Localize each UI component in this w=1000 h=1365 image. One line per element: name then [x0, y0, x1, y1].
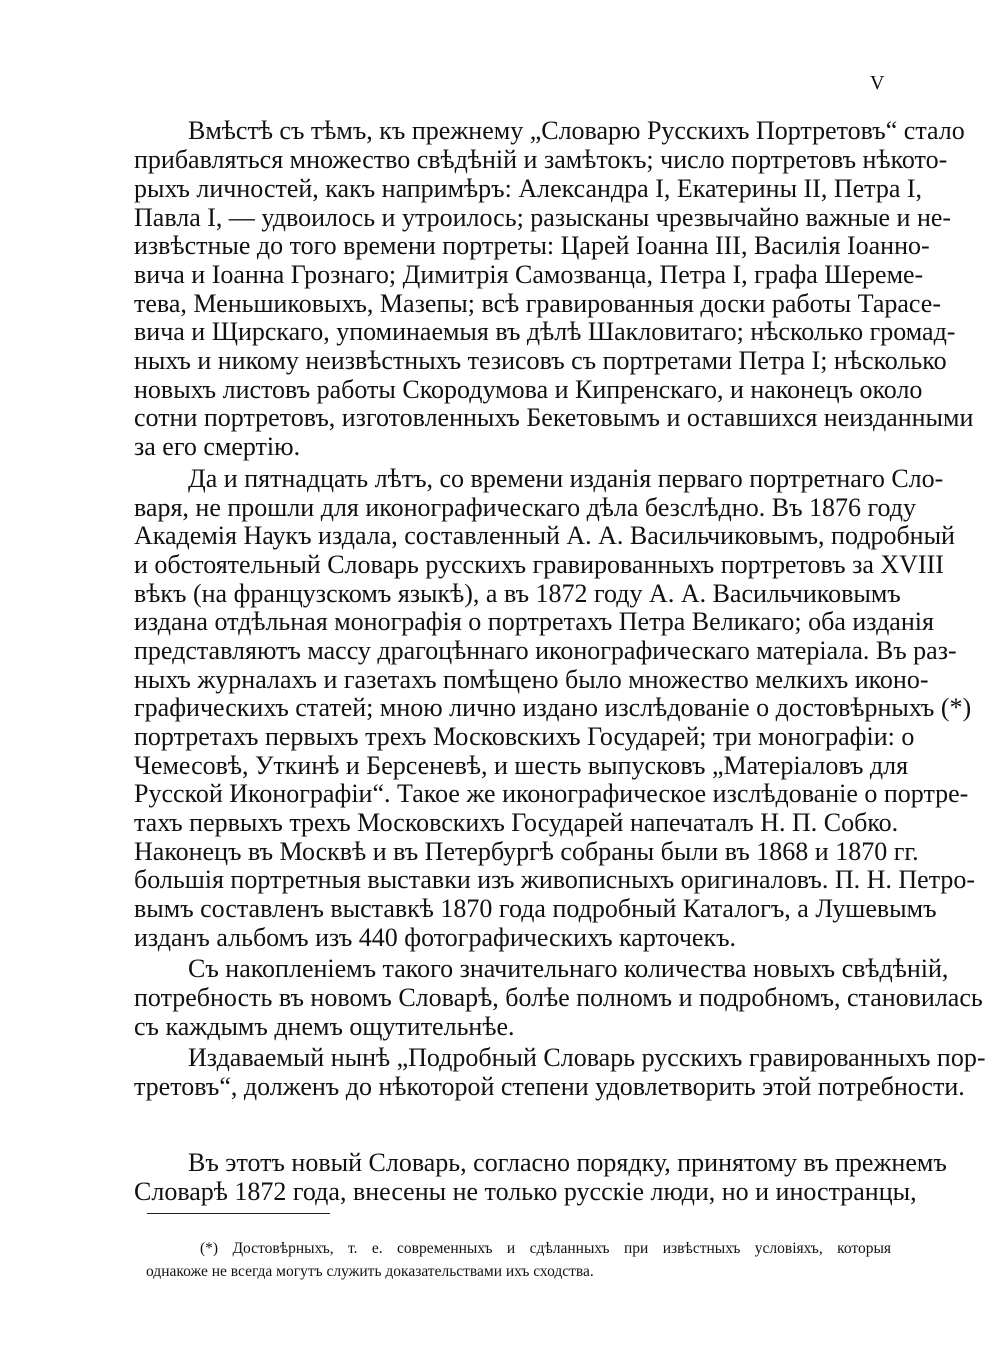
text-line: Наконецъ въ Москвѣ и въ Петербургѣ собраны были въ 1868 и 1870 гг.	[134, 837, 919, 866]
text-line: Русской Иконографiи“. Такое же иконографическое изслѣдованiе о портре-	[134, 779, 969, 808]
text-line: ныхъ журналахъ и газетахъ помѣщено было множество мелкихъ иконо-	[134, 665, 929, 694]
text-line: большiя портретныя выставки изъ живописныхъ оригиналовъ. П. Н. Петро-	[134, 865, 976, 894]
text-line: Павла I, — удвоилось и утроилось; разысканы чрезвычайно важные и не-	[134, 203, 952, 232]
text-line: представляютъ массу драгоцѣннаго иконографическаго матерiала. Въ раз-	[134, 636, 957, 665]
text-line: третовъ“, долженъ до нѣкоторой степени удовлетворить этой потребности.	[134, 1072, 965, 1101]
text-line: и обстоятельный Словарь русскихъ гравированныхъ портретовъ за XVIII	[134, 550, 944, 579]
text-line: тева, Меньшиковыхъ, Мазепы; всѣ гравированныя доски работы Тарасе-	[134, 289, 941, 318]
footnote-divider	[147, 1213, 330, 1214]
text-line: Словарѣ 1872 года, внесены не только русскiе люди, но и иностранцы,	[134, 1177, 917, 1206]
text-line: Чемесовѣ, Уткинѣ и Берсеневѣ, и шесть выпусковъ „Матерiаловъ для	[134, 751, 909, 780]
text-line: рыхъ личностей, какъ напримѣръ: Александра I, Екатерины II, Петра I,	[134, 174, 923, 203]
text-line: извѣстные до того времени портреты: Царей Iоанна III, Василiя Iоанно-	[134, 231, 930, 260]
text-line: вича и Iоанна Грознаго; Димитрiя Самозванца, Петра I, графа Шереме-	[134, 260, 924, 289]
text-line: издана отдѣльная монографiя о портретахъ Петра Великаго; оба изданiя	[134, 607, 934, 636]
text-line: вымъ составленъ выставкѣ 1870 года подробный Каталогъ, а Лушевымъ	[134, 894, 937, 923]
footnote-line: (*) Достовѣрныхъ, т. е. современныхъ и сдѣланныхъ при извѣстныхъ условiяхъ, которыя	[200, 1240, 891, 1257]
text-line: Академiя Наукъ издала, составленный А. А. Васильчиковымъ, подробный	[134, 521, 955, 550]
text-line: прибавляться множество свѣдѣнiй и замѣтокъ; число портретовъ нѣкото-	[134, 145, 948, 174]
text-line: вѣкъ (на французскомъ языкѣ), а въ 1872 году А. А. Васильчиковымъ	[134, 579, 901, 608]
text-line: Вмѣстѣ съ тѣмъ, къ прежнему „Словарю Русскихъ Портретовъ“ стало	[188, 116, 965, 145]
text-line: ныхъ и никому неизвѣстныхъ тезисовъ съ портретами Петра I; нѣсколько	[134, 346, 947, 375]
text-line: Да и пятнадцать лѣтъ, со времени изданiя перваго портретнаго Сло-	[188, 464, 944, 493]
text-line: за его смертiю.	[134, 432, 301, 461]
text-line: Издаваемый нынѣ „Подробный Словарь русскихъ гравированныхъ пор-	[188, 1043, 986, 1072]
text-line: тахъ первыхъ трехъ Московскихъ Государей напечаталъ Н. П. Собко.	[134, 808, 899, 837]
text-line: потребность въ новомъ Словарѣ, болѣе полномъ и подробномъ, становилась	[134, 983, 983, 1012]
text-line: графическихъ статей; мною лично издано изслѣдованiе о достовѣрныхъ (*)	[134, 693, 972, 722]
text-line: новыхъ листовъ работы Скородумова и Кипренскаго, и наконецъ около	[134, 375, 923, 404]
footnote-line: однакоже не всегда могутъ служить доказательствами ихъ сходства.	[146, 1263, 594, 1280]
text-line: Въ этотъ новый Словарь, согласно порядку, принятому въ прежнемъ	[188, 1148, 947, 1177]
text-line: Съ накопленiемъ такого значительнаго количества новыхъ свѣдѣнiй,	[188, 954, 949, 983]
page-number: V	[870, 72, 885, 94]
text-line: портретахъ первыхъ трехъ Московскихъ Государей; три монографiи: о	[134, 722, 915, 751]
text-line: варя, не прошли для иконографическаго дѣла безслѣдно. Въ 1876 году	[134, 493, 917, 522]
text-line: съ каждымъ днемъ ощутительнѣе.	[134, 1012, 515, 1041]
text-line: вича и Щирскаго, упоминаемыя въ дѣлѣ Шакловитаго; нѣсколько громад-	[134, 317, 956, 346]
text-line: сотни портретовъ, изготовленныхъ Бекетовымъ и оставшихся неизданными	[134, 403, 974, 432]
text-line: изданъ альбомъ изъ 440 фотографическихъ карточекъ.	[134, 923, 737, 952]
